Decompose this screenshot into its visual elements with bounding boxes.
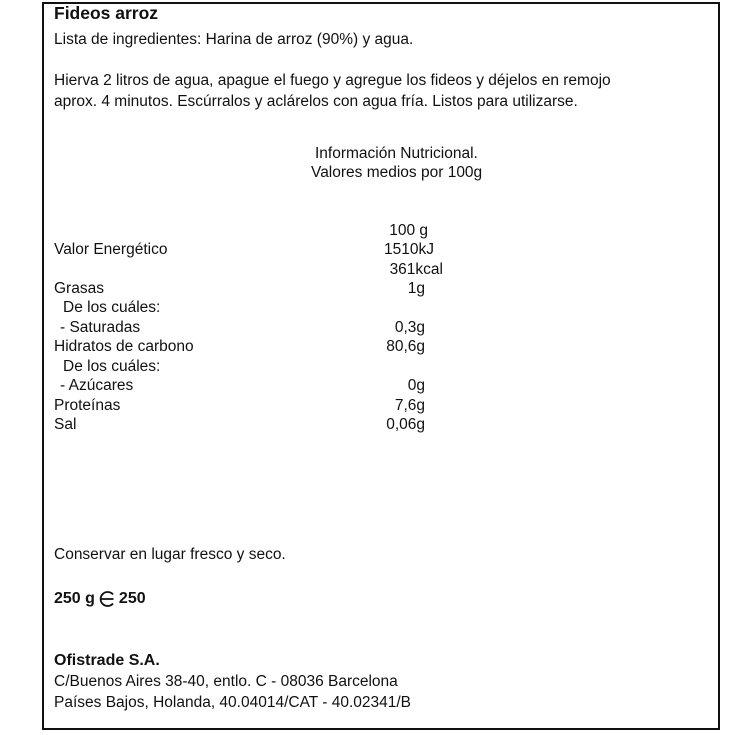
company-address-line-1: C/Buenos Aires 38-40, entlo. C - 08036 Barcelona: [54, 673, 398, 690]
nutrition-row-label: Sal: [54, 416, 77, 433]
nutrition-row-value: 0g: [407, 377, 425, 394]
nutrition-row-value: 0,3g: [394, 319, 425, 336]
e-mark-icon: [97, 589, 117, 609]
nutrition-row-value: 80,6g: [386, 338, 425, 355]
company-address-line-2: Países Bajos, Holanda, 40.04014/CAT - 40.02341/B: [54, 694, 412, 711]
instructions-line-1: Hierva 2 litros de agua, apague el fuego y agregue los fideos y déjelos en remojo: [54, 72, 611, 89]
nutrition-row-label: - Saturadas: [60, 319, 141, 336]
nutrition-row-value: 7,6g: [394, 397, 425, 414]
instructions-line-2: aprox. 4 minutos. Escúrralos y aclárelos con agua fría. Listos para utilizarse.: [54, 93, 578, 110]
nutrition-column-header: 100 g: [389, 222, 428, 239]
nutrition-row-value: 0,06g: [386, 416, 425, 433]
nutrition-row-value: 1g: [407, 280, 425, 297]
nutrition-subheading: Valores medios por 100g: [311, 164, 483, 181]
company-name: Ofistrade S.A.: [54, 652, 160, 669]
nutrition-heading: Información Nutricional.: [315, 145, 478, 162]
net-count: 250: [118, 590, 146, 607]
nutrition-row-label: Grasas: [54, 280, 104, 297]
nutrition-row-label: De los cuáles:: [63, 358, 161, 375]
nutrition-row-label: Proteínas: [54, 397, 121, 414]
nutrition-row-label: De los cuáles:: [63, 299, 161, 316]
nutrition-row-label: - Azúcares: [60, 377, 134, 394]
storage-text: Conservar en lugar fresco y seco.: [54, 546, 286, 563]
net-weight-row: [54, 589, 146, 609]
energy-kj-value: 1510kJ: [384, 241, 434, 258]
net-weight: 250 g: [54, 590, 95, 607]
nutrition-row-label: Hidratos de carbono: [54, 338, 194, 355]
energy-label: Valor Energético: [54, 241, 168, 258]
ingredients-text: Lista de ingredientes: Harina de arroz (90%) y agua.: [54, 31, 414, 48]
product-title: Fideos arroz: [54, 3, 159, 23]
energy-kcal-value: 361kcal: [389, 261, 443, 278]
